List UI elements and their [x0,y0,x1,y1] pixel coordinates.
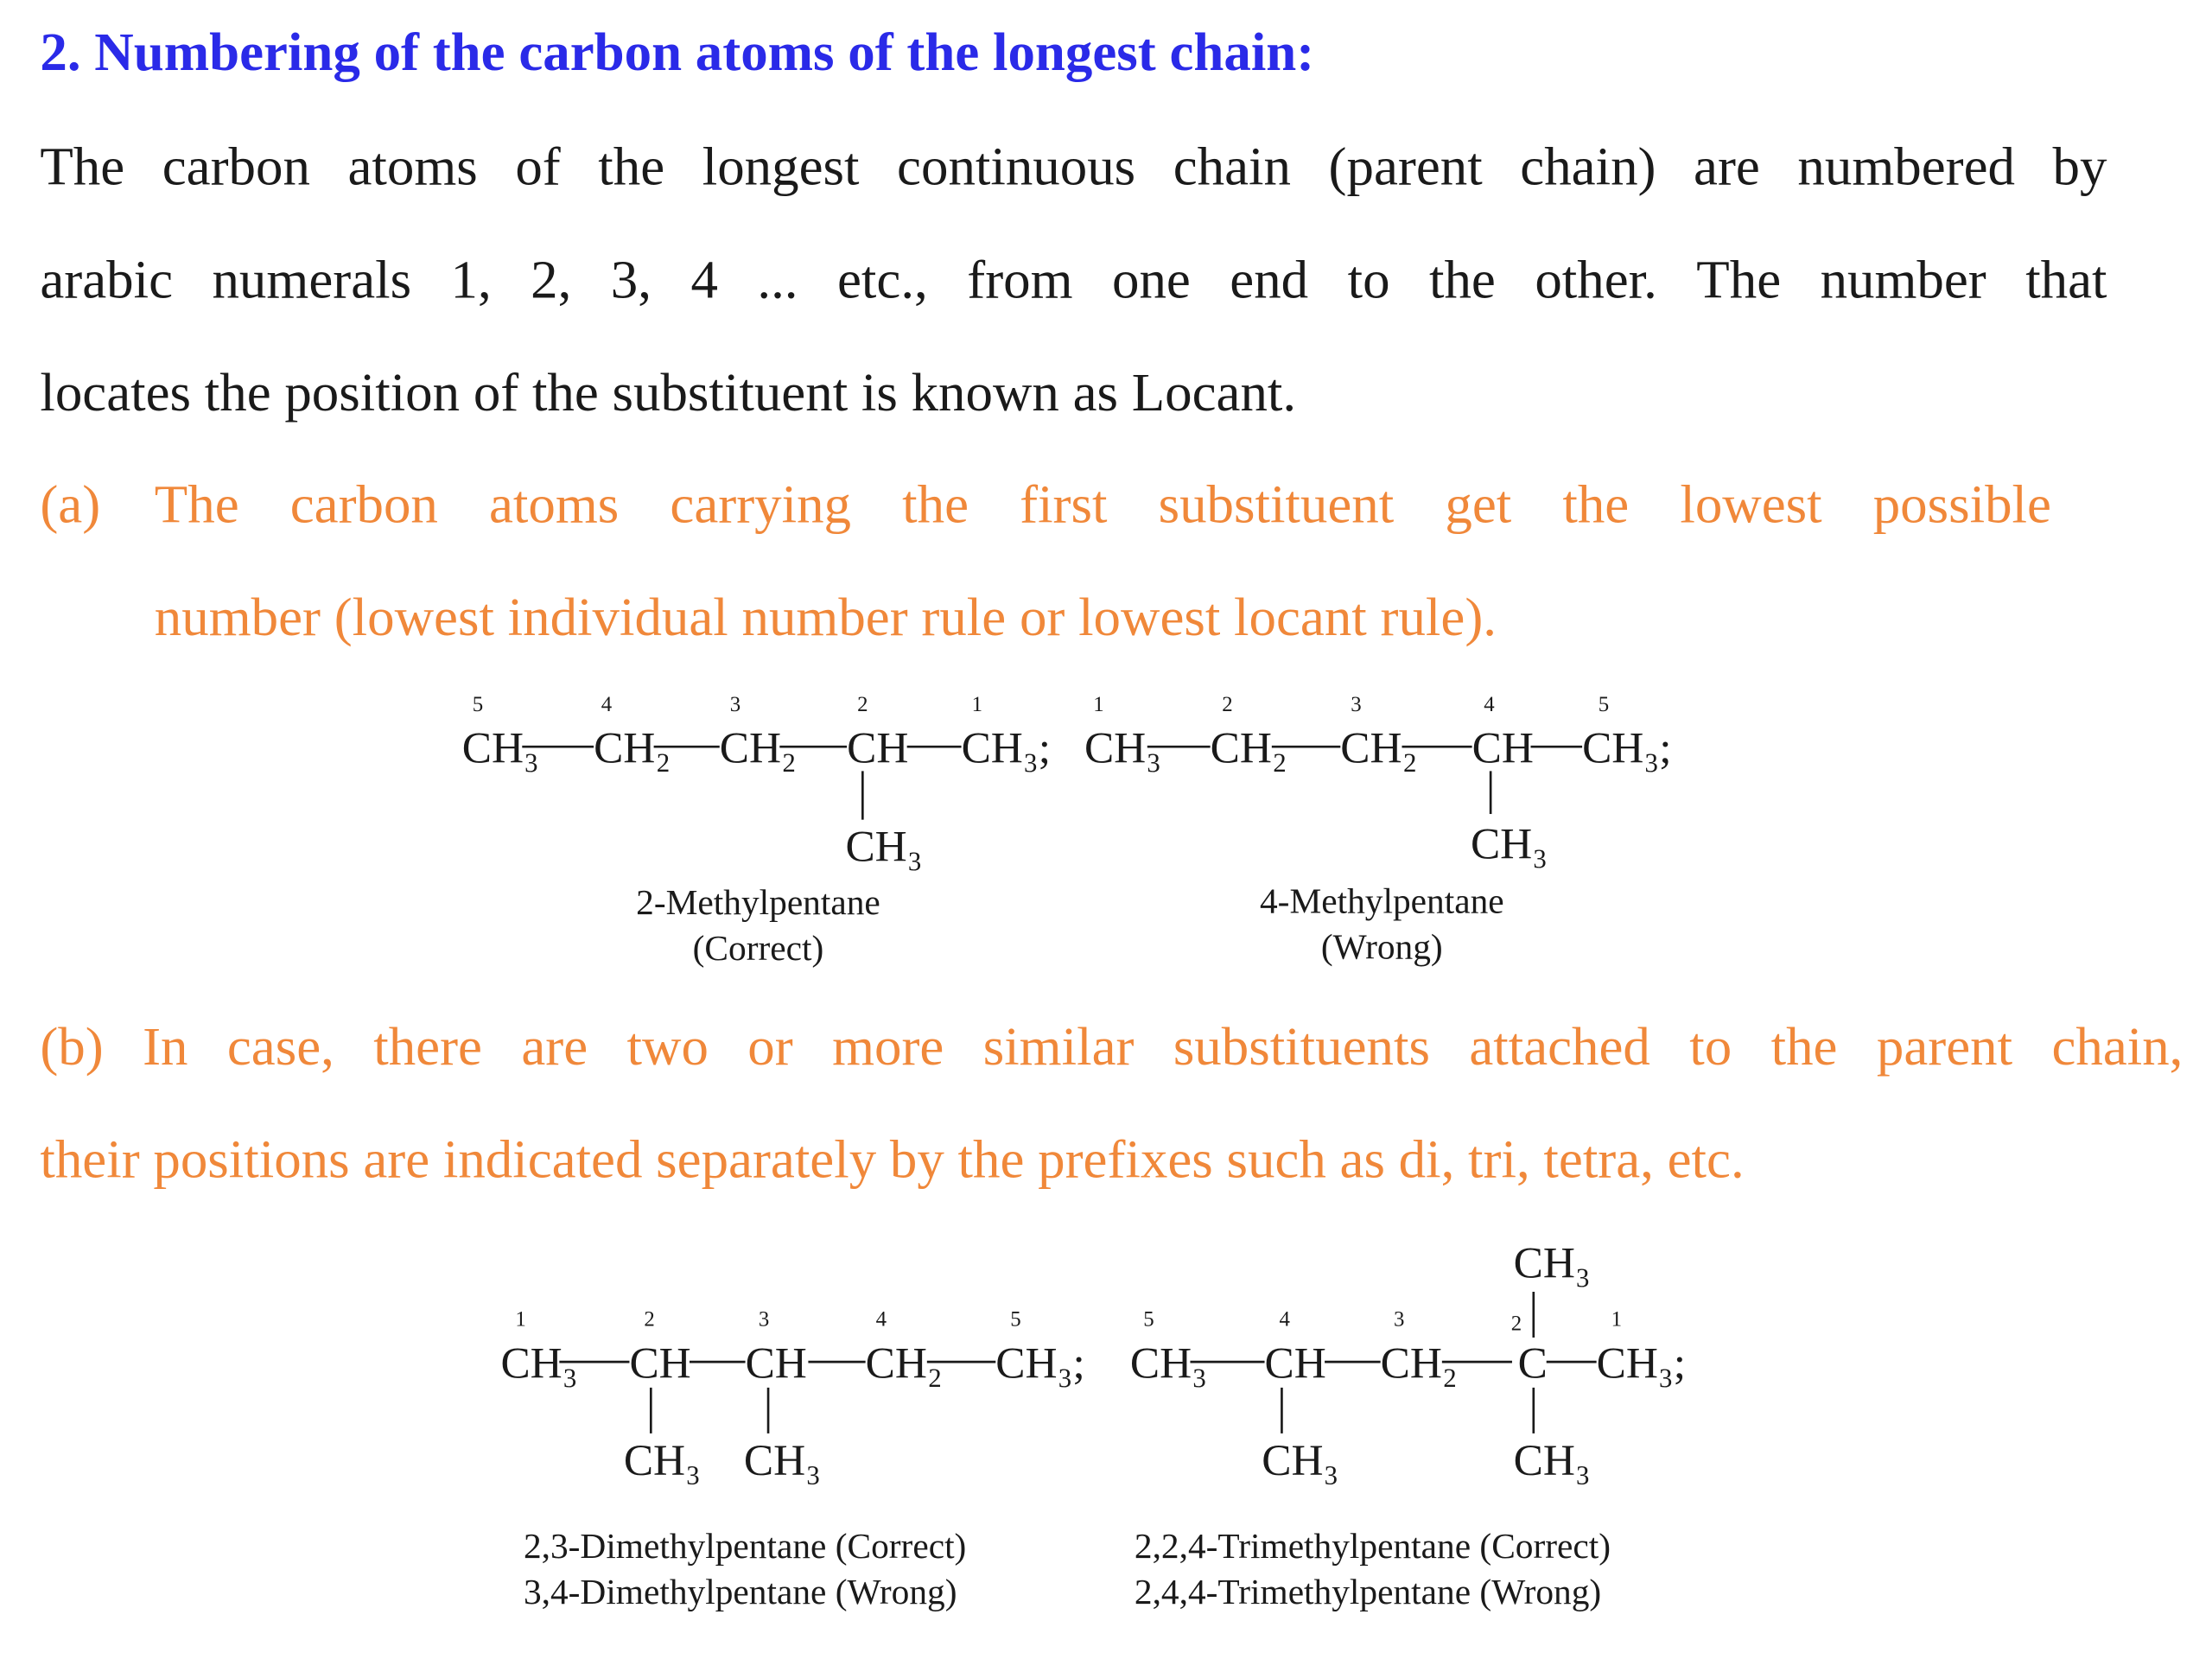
rule-a-label: (a) [40,474,101,536]
compound-name-wrong: 3,4-Dimethylpentane (Wrong) [523,1571,957,1611]
word: number [1820,250,1986,311]
chain-group: CH₃; [1582,723,1672,773]
word: 4 [690,250,718,311]
branch-group: CH₃ [845,822,923,872]
locant: 5 [1010,1307,1021,1332]
word: that [2025,250,2107,311]
word: there [373,1017,482,1077]
word: of [515,137,561,198]
word: 3, [610,250,652,311]
locant: 2 [644,1307,655,1332]
word: (b) [40,1017,104,1077]
bond-lines [522,747,1596,1433]
branch-group: CH₃ [623,1435,702,1485]
word: the [1428,250,1496,311]
word: are [521,1017,588,1077]
chain-group: CH [745,1338,807,1389]
locant: 3 [729,692,741,716]
verdict: (Wrong) [1320,926,1443,967]
example-b1 [500,1308,1084,1612]
word: first [1020,474,1108,536]
chain-group: CH₂ [865,1338,943,1389]
word: to [1689,1017,1732,1077]
word: The [154,474,239,536]
word: The [40,137,125,198]
compound-name: 4-Methylpentane [1259,880,1504,921]
locant: 3 [758,1307,770,1332]
chain-group: CH₃ [1129,1338,1208,1389]
locant: 4 [875,1307,887,1332]
word: numbered [1797,137,2015,198]
locant: 2 [1510,1312,1522,1336]
word: attached [1469,1017,1650,1077]
chain-group: CH [1264,1338,1326,1389]
word: parent [1876,1017,2013,1077]
branch-group: CH₃ [1470,819,1548,869]
locant: 4 [1484,692,1495,716]
chain-group: CH [847,723,909,773]
section-heading: 2. Numbering of the carbon atoms of the longest chain: [40,22,1315,84]
word: 1, [450,250,492,311]
word: more [832,1017,944,1077]
word: the [1770,1017,1838,1077]
locant: 2 [857,692,868,716]
branch-group-top: CH₃ [1513,1238,1591,1288]
chain-group: CH₃ [500,1338,578,1389]
word: case, [226,1017,334,1077]
word: continuous [897,137,1136,198]
branch-group: CH₃ [1513,1435,1591,1485]
chain-group: CH₂ [1380,1338,1458,1389]
word: numerals [212,250,412,311]
word: the [1562,474,1630,536]
locant: 3 [1393,1307,1405,1332]
verdict: (Correct) [692,927,824,968]
word: similar [982,1017,1135,1077]
chain-group: CH₃; [1596,1338,1687,1389]
example-a2 [1084,693,1672,967]
word: (parent [1328,137,1483,198]
word: atoms [489,474,620,536]
word: the [598,137,665,198]
word: carbon [289,474,438,536]
compound-name-wrong: 2,4,4-Trimethylpentane (Wrong) [1134,1571,1602,1611]
locant: 1 [971,692,982,716]
word: arabic [40,250,174,311]
word: etc., [836,250,928,311]
locant: 5 [1143,1307,1154,1332]
chain-group: CH₂ [1340,723,1418,773]
chain-group: CH [1471,723,1534,773]
word: carbon [162,137,310,198]
word: end [1230,250,1309,311]
locant: 4 [1279,1307,1290,1332]
chain-group: CH₃; [995,1338,1085,1389]
chain-group: CH₂ [719,723,797,773]
word: substituent [1158,474,1395,536]
example-a1 [462,693,1051,969]
chain-group: CH₃ [1084,723,1162,773]
paragraph-line-3: locates the position of the substituent is known as Locant. [40,363,1297,424]
compound-name: 2-Methylpentane [636,881,880,922]
word: atoms [347,137,478,198]
chain-group: C [1517,1338,1548,1389]
word: 2, [531,250,572,311]
locant: 1 [1611,1307,1623,1332]
chain-group: CH₂ [1210,723,1287,773]
word: carrying [670,474,852,536]
word: ... [757,250,798,311]
word: from [967,250,1073,311]
example-b2 [1130,1238,1686,1611]
word: substituents [1173,1017,1430,1077]
word: In [143,1017,188,1077]
branch-group: CH₃ [743,1435,822,1485]
rule-b-line-2: their positions are indicated separately by the prefixes such as di, tri, tetra, etc. [40,1129,1745,1191]
chain-group: CH₂ [594,723,671,773]
rule-a-line-2: number (lowest individual number rule or lowest locant rule). [154,588,1497,648]
word: longest [702,137,860,198]
locant: 2 [1222,692,1233,716]
locant: 1 [515,1307,526,1332]
word: by [2052,137,2107,198]
chain-group: CH [629,1338,691,1389]
word: chain [1173,137,1291,198]
locant: 1 [1093,692,1104,716]
word: get [1445,474,1512,536]
word: the [902,474,969,536]
word: chain, [2051,1017,2183,1077]
compound-name-correct: 2,2,4-Trimethylpentane (Correct) [1134,1525,1611,1566]
branch-group: CH₃ [1262,1435,1339,1485]
word: The [1696,250,1782,311]
word: one [1111,250,1191,311]
word: or [747,1017,793,1077]
word: chain) [1520,137,1656,198]
locant: 5 [1598,692,1610,716]
word: two [626,1017,709,1077]
chain-group: CH₃ [461,723,539,773]
word: to [1347,250,1390,311]
word: lowest [1680,474,1822,536]
compound-name-correct: 2,3-Dimethylpentane (Correct) [523,1525,967,1566]
word: are [1694,137,1760,198]
word: possible [1872,474,2051,536]
word: other. [1535,250,1657,311]
chain-group: CH₃; [961,723,1052,773]
locant: 3 [1351,692,1362,716]
locant: 5 [472,692,484,716]
locant: 4 [601,692,613,716]
